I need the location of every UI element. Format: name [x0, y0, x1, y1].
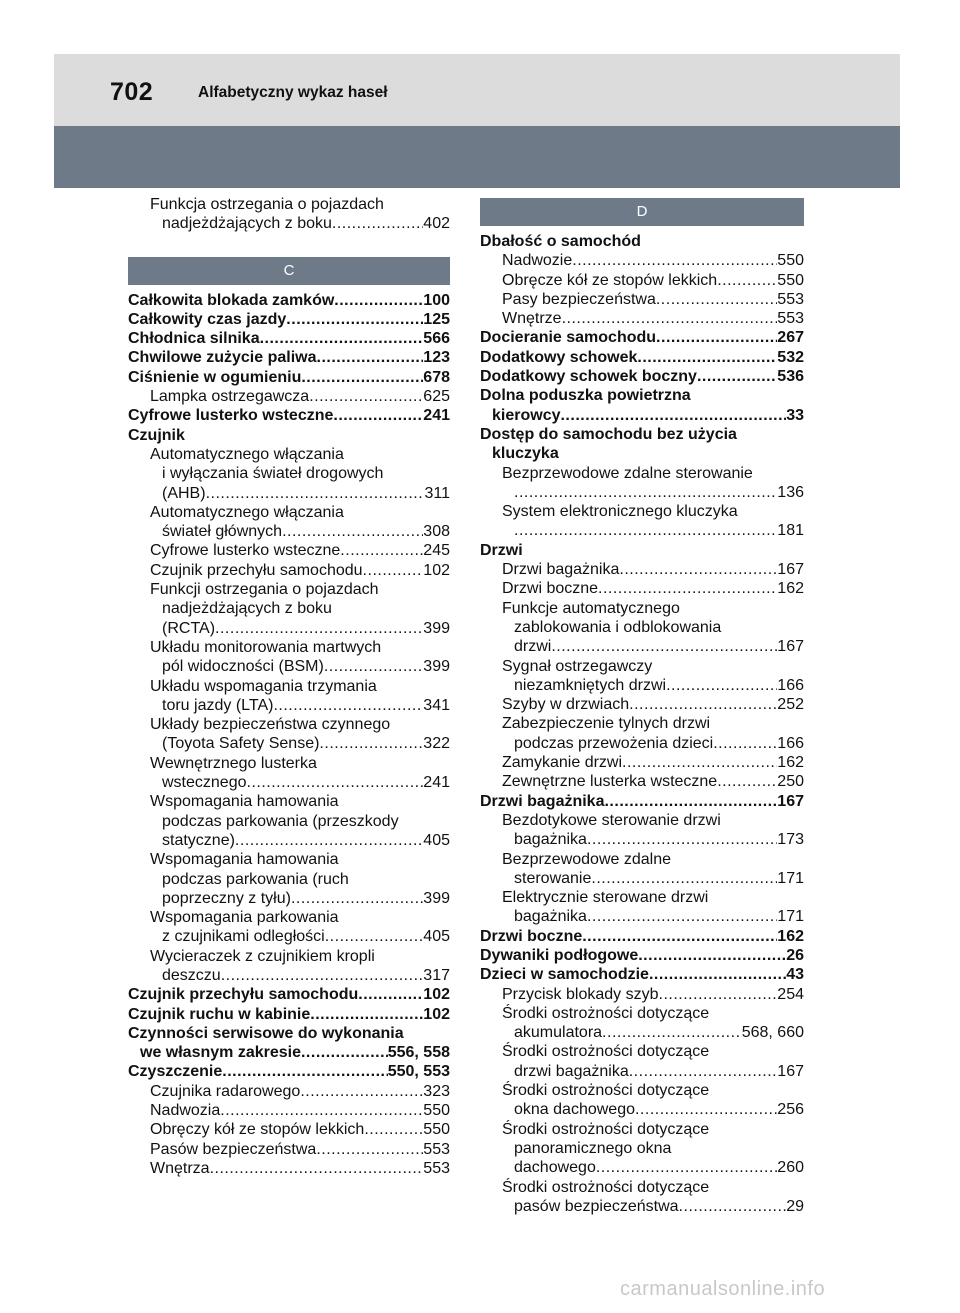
page-reference: 550	[777, 252, 804, 270]
dot-leader	[697, 367, 777, 386]
index-entry	[480, 560, 804, 579]
left-entries	[128, 291, 450, 1179]
dot-leader	[324, 657, 423, 676]
entry-text: wstecznego	[162, 774, 247, 792]
entry-text: Całkowita blokada zamków	[128, 291, 335, 309]
dot-leader	[282, 522, 423, 541]
dot-leader	[514, 521, 777, 540]
dot-leader	[220, 1101, 423, 1120]
index-entry	[128, 1082, 450, 1101]
page-reference: 123	[423, 349, 450, 367]
index-entry	[480, 328, 804, 347]
dot-leader	[291, 889, 423, 908]
index-entry	[480, 464, 804, 503]
index-entry	[128, 580, 450, 638]
page-reference: 167	[777, 638, 804, 656]
index-entry	[128, 561, 450, 580]
index-entry	[480, 792, 804, 811]
entry-text: Wspomagania hamowania	[150, 793, 339, 811]
dot-leader	[364, 1120, 423, 1139]
dot-leader	[629, 1062, 778, 1081]
dot-leader	[679, 1197, 787, 1216]
index-entry	[480, 1042, 804, 1081]
page-reference: 678	[423, 368, 450, 386]
index-entry	[128, 445, 450, 503]
entry-text: Obręcze kół ze stopów lekkich	[502, 271, 718, 289]
index-entry	[128, 291, 450, 310]
dot-leader	[656, 290, 777, 309]
entry-text: Wnętrza	[150, 1159, 210, 1177]
index-entry	[128, 850, 450, 908]
dot-leader	[551, 637, 777, 656]
index-entry	[480, 1004, 804, 1043]
page-reference: 254	[777, 985, 804, 1003]
index-entry	[128, 754, 450, 793]
page-reference: 102	[423, 561, 450, 579]
dot-leader	[638, 946, 786, 965]
index-entry	[128, 1120, 450, 1139]
index-entry	[128, 310, 450, 329]
index-entry	[480, 927, 804, 946]
entry-text: Zewnętrzne lusterka wsteczne	[502, 773, 718, 791]
page-reference: 341	[423, 696, 450, 714]
index-entry	[480, 1178, 804, 1217]
page-reference: 260	[777, 1159, 804, 1177]
index-entry	[480, 888, 804, 927]
dot-leader	[332, 214, 423, 233]
page-reference: 162	[777, 927, 804, 945]
page-reference: 241	[423, 774, 450, 792]
entry-text: dachowego	[514, 1159, 596, 1177]
dot-leader	[210, 1159, 424, 1178]
entry-text: Elektrycznie sterowane drzwi	[502, 889, 709, 907]
entry-text: podczas przewożenia dzieci	[514, 734, 714, 752]
index-entry	[480, 695, 804, 714]
entry-text: Dodatkowy schowek	[480, 348, 638, 366]
dot-leader	[260, 329, 424, 348]
dot-leader	[325, 927, 424, 946]
entry-text: Ciśnienie w ogumieniu	[128, 368, 302, 386]
entry-text: Automatycznego włączania	[150, 445, 344, 463]
entry-text: bagażnika	[514, 831, 587, 849]
dot-leader	[333, 406, 423, 425]
index-column-right	[480, 195, 804, 1216]
page-reference: 181	[777, 522, 804, 540]
page-reference: 162	[777, 754, 804, 772]
index-entry	[480, 290, 804, 309]
entry-text: podczas parkowania (przeszkody	[162, 812, 399, 830]
page-reference: 43	[786, 966, 804, 984]
page-reference: 405	[423, 928, 450, 946]
entry-text: Bezprzewodowe zdalne sterowanie	[502, 464, 753, 482]
page-reference: 167	[777, 1062, 804, 1080]
page-reference: 125	[423, 310, 450, 328]
dot-leader	[598, 579, 777, 598]
entry-text: niezamkniętych drzwi	[514, 676, 667, 694]
page-reference: 553	[423, 1140, 450, 1158]
entry-text: Układu monitorowania martwych	[150, 638, 382, 656]
entry-text: Automatycznego włączania	[150, 503, 344, 521]
index-entry	[480, 657, 804, 696]
section-title: Alfabetyczny wykaz haseł	[198, 84, 388, 101]
page-reference: 399	[423, 619, 450, 637]
page-reference: 166	[777, 676, 804, 694]
entry-text: Czyszczenie	[128, 1063, 223, 1081]
entry-text: Wycieraczek z czujnikiem kropli	[150, 947, 375, 965]
index-entry	[480, 348, 804, 367]
entry-text: Czujnik ruchu w kabinie	[128, 1005, 311, 1023]
page-reference: 173	[777, 831, 804, 849]
page-reference: 308	[423, 523, 450, 541]
entry-text: Chwilowe zużycie paliwa	[128, 349, 317, 367]
entry-text: Drzwi	[480, 541, 523, 559]
entry-text: Układu wspomagania trzymania	[150, 677, 377, 695]
index-entry	[480, 946, 804, 965]
index-entry	[480, 309, 804, 328]
entry-text: nadjeżdżających z boku	[162, 600, 332, 618]
entry-text: Dbałość o samochód	[480, 233, 641, 250]
entry-text: kluczyka	[492, 445, 559, 463]
left-pre-entries	[128, 195, 450, 234]
entry-text: Drzwi bagażnika	[502, 561, 620, 579]
entry-text: statyczne)	[162, 831, 235, 849]
index-entry	[480, 1120, 804, 1178]
entry-text: Drzwi boczne	[480, 927, 583, 945]
index-entry	[128, 1140, 450, 1159]
index-entry	[128, 387, 450, 406]
watermark: carmanualsonline.info	[620, 1278, 826, 1300]
page-reference: 550, 553	[387, 1063, 450, 1081]
entry-text: pasów bezpieczeństwa	[514, 1197, 679, 1215]
dot-leader	[666, 676, 777, 695]
dot-leader	[235, 831, 423, 850]
entry-text: System elektronicznego kluczyka	[502, 503, 738, 521]
page-reference: 241	[423, 407, 450, 425]
entry-text: Bezdotykowe sterowanie drzwi	[502, 811, 721, 829]
dot-leader	[572, 251, 777, 270]
dot-leader	[635, 1100, 777, 1119]
page-reference: 250	[777, 773, 804, 791]
index-entry	[480, 965, 804, 984]
index-entry	[480, 599, 804, 657]
entry-text: Dywaniki podłogowe	[480, 946, 639, 964]
index-entry	[480, 541, 804, 560]
dot-leader	[659, 985, 778, 1004]
entry-text: Czujnik przechyłu samochodu	[128, 986, 359, 1004]
page-reference: 311	[424, 484, 450, 502]
page-reference: 267	[777, 329, 804, 347]
dot-leader	[206, 484, 425, 503]
index-entry	[480, 579, 804, 598]
index-entry	[480, 811, 804, 850]
index-entry	[480, 753, 804, 772]
entry-text: Cyfrowe lusterko wsteczne	[150, 542, 341, 560]
entry-text: Środki ostrożności dotyczące	[502, 1178, 710, 1196]
dot-leader	[340, 541, 423, 560]
index-entry	[128, 985, 450, 1004]
index-entry	[480, 1081, 804, 1120]
index-column-left	[128, 195, 450, 1178]
entry-text: Drzwi bagażnika	[480, 792, 605, 810]
entry-text: Dzieci w samochodzie	[480, 966, 649, 984]
entry-text: Wspomagania hamowania	[150, 851, 339, 869]
index-entry	[480, 251, 804, 270]
entry-text: zablokowania i odblokowania	[514, 618, 722, 636]
index-entry	[128, 908, 450, 947]
entry-text: Sygnał ostrzegawczy	[502, 657, 653, 675]
dot-leader	[358, 985, 423, 1004]
entry-text: Nadwozia	[150, 1102, 221, 1120]
dot-leader	[222, 1062, 387, 1081]
entry-text: Lampka ostrzegawcza	[150, 388, 310, 406]
dot-leader	[247, 773, 424, 792]
dot-leader	[637, 348, 777, 367]
dot-leader	[622, 753, 777, 772]
index-entry	[128, 1024, 450, 1063]
dot-leader	[310, 1005, 423, 1024]
index-entry	[480, 232, 804, 251]
entry-text: Wspomagania parkowania	[150, 909, 339, 927]
page-reference: 171	[777, 908, 804, 926]
dot-leader	[317, 348, 424, 367]
entry-text: toru jazdy (LTA)	[162, 696, 274, 714]
entry-text: Środki ostrożności dotyczące	[502, 1004, 710, 1022]
entry-text: Czujnik	[128, 426, 185, 444]
page-reference: 323	[423, 1082, 450, 1100]
index-entry	[128, 715, 450, 754]
dot-leader	[587, 907, 777, 926]
index-entry	[128, 195, 450, 234]
page-reference: 100	[423, 291, 450, 309]
entry-text: Przycisk blokady szyb	[502, 985, 659, 1003]
entry-text: Pasy bezpieczeństwa	[502, 290, 656, 308]
entry-text: Pasów bezpieczeństwa	[150, 1140, 317, 1158]
dot-leader	[602, 1023, 742, 1042]
entry-text: kierowcy	[492, 406, 561, 424]
page-reference: 553	[423, 1159, 450, 1177]
page-reference: 566	[423, 330, 450, 348]
dot-leader	[301, 1043, 388, 1062]
dot-leader	[363, 561, 424, 580]
page-reference: 322	[423, 735, 450, 753]
entry-text: Środki ostrożności dotyczące	[502, 1082, 710, 1100]
page-reference: 102	[423, 1005, 450, 1023]
entry-text: Środki ostrożności dotyczące	[502, 1043, 710, 1061]
entry-text: Zamykanie drzwi	[502, 754, 623, 772]
entry-text: Całkowity czas jazdy	[128, 310, 287, 328]
entry-text: panoramicznego okna	[514, 1139, 672, 1157]
entry-text: Funkcja ostrzegania o pojazdach	[150, 196, 384, 213]
entry-text: Funkcji ostrzegania o pojazdach	[150, 581, 379, 599]
dot-leader	[560, 406, 786, 425]
right-entries	[480, 232, 804, 1216]
index-entry	[128, 348, 450, 367]
entry-text: Docieranie samochodu	[480, 329, 657, 347]
page-reference: 550	[423, 1121, 450, 1139]
page-reference: 256	[777, 1101, 804, 1119]
header-band	[54, 126, 900, 188]
dot-leader	[717, 271, 777, 290]
page-reference: 556, 558	[387, 1044, 450, 1062]
page-reference: 29	[786, 1197, 804, 1215]
page-number: 702	[110, 78, 154, 106]
page-reference: 550	[423, 1102, 450, 1120]
entry-text: akumulatora	[514, 1024, 603, 1042]
index-entry	[128, 638, 450, 677]
dot-leader	[514, 483, 777, 502]
page-reference: 536	[777, 368, 804, 386]
page-reference: 550	[777, 271, 804, 289]
entry-text: Dostęp do samochodu bez użycia	[480, 425, 737, 443]
index-entry	[480, 386, 804, 425]
dot-leader	[215, 619, 423, 638]
entry-text: Czynności serwisowe do wykonania	[128, 1024, 404, 1042]
entry-text: Dolna poduszka powietrzna	[480, 387, 691, 405]
dot-leader	[713, 734, 777, 753]
dot-leader	[334, 291, 423, 310]
entry-text: Obręczy kół ze stopów lekkich	[150, 1121, 365, 1139]
index-entry	[128, 1159, 450, 1178]
page-reference: 399	[423, 889, 450, 907]
page-reference: 568, 660	[741, 1024, 804, 1042]
page-reference: 33	[786, 406, 804, 424]
dot-leader	[301, 368, 423, 387]
entry-text: (Toyota Safety Sense)	[162, 735, 320, 753]
entry-text: nadjeżdżających z boku	[162, 215, 332, 233]
index-entry	[128, 503, 450, 542]
dot-leader	[316, 1140, 423, 1159]
dot-leader	[619, 560, 777, 579]
entry-text: we własnym zakresie	[140, 1044, 301, 1062]
entry-text: z czujnikami odległości	[162, 928, 325, 946]
index-entry	[480, 502, 804, 541]
entry-text: Zabezpieczenie tylnych drzwi	[502, 715, 711, 733]
dot-leader	[717, 772, 777, 791]
dot-leader	[582, 927, 777, 946]
dot-leader	[656, 328, 777, 347]
entry-text: sterowanie	[514, 869, 592, 887]
index-entry	[480, 714, 804, 753]
dot-leader	[596, 1158, 777, 1177]
dot-leader	[221, 966, 424, 985]
page-reference: 402	[423, 215, 450, 233]
index-entry	[480, 850, 804, 889]
entry-text: drzwi	[514, 638, 552, 656]
page-reference: 167	[777, 561, 804, 579]
dot-leader	[629, 695, 777, 714]
page-reference: 252	[777, 696, 804, 714]
entry-text: Wewnętrznego lusterka	[150, 754, 317, 772]
page-reference: 317	[423, 966, 450, 984]
entry-text: Drzwi boczne	[502, 580, 599, 598]
section-letter-bar-c: C	[128, 257, 450, 285]
index-entry	[128, 329, 450, 348]
page-reference: 166	[777, 734, 804, 752]
index-entry	[480, 425, 804, 464]
entry-text: Nadwozie	[502, 252, 573, 270]
entry-text: podczas parkowania (ruch	[162, 870, 349, 888]
index-entry	[128, 368, 450, 387]
entry-text: Cyfrowe lusterko wsteczne	[128, 407, 334, 425]
entry-text: Czujnik przechyłu samochodu	[150, 561, 363, 579]
entry-text: pól widoczności (BSM)	[162, 658, 324, 676]
index-entry	[128, 947, 450, 986]
entry-text: bagażnika	[514, 908, 587, 926]
page-reference: 553	[777, 310, 804, 328]
entry-text: poprzeczny z tyłu)	[162, 889, 291, 907]
page-reference: 532	[777, 348, 804, 366]
entry-text: Bezprzewodowe zdalne	[502, 850, 671, 868]
index-entry	[128, 1005, 450, 1024]
index-entry	[128, 792, 450, 850]
page-reference: 553	[777, 290, 804, 308]
page-reference: 399	[423, 658, 450, 676]
page-reference: 405	[423, 831, 450, 849]
entry-text: Czujnika radarowego	[150, 1082, 301, 1100]
section-letter-bar-d: D	[480, 198, 804, 226]
index-entry	[128, 406, 450, 425]
index-entry	[128, 1062, 450, 1081]
header-top-bar	[54, 54, 900, 126]
dot-leader	[587, 830, 777, 849]
dot-leader	[273, 696, 423, 715]
index-entry	[480, 772, 804, 791]
dot-leader	[591, 869, 777, 888]
index-entry	[128, 541, 450, 560]
index-entry	[480, 367, 804, 386]
index-entry	[480, 271, 804, 290]
dot-leader	[309, 387, 423, 406]
entry-text: drzwi bagażnika	[514, 1062, 629, 1080]
dot-leader	[300, 1082, 423, 1101]
entry-text: okna dachowego	[514, 1101, 635, 1119]
dot-leader	[604, 792, 777, 811]
index-entry	[128, 426, 450, 445]
dot-leader	[649, 965, 786, 984]
entry-text: Wnętrze	[502, 310, 562, 328]
index-entry	[128, 1101, 450, 1120]
dot-leader	[562, 309, 778, 328]
entry-text: Chłodnica silnika	[128, 330, 260, 348]
page-reference: 162	[777, 580, 804, 598]
index-entry	[480, 985, 804, 1004]
entry-text: Środki ostrożności dotyczące	[502, 1120, 710, 1138]
page-reference: 625	[423, 388, 450, 406]
entry-text: deszczu	[162, 966, 221, 984]
page-reference: 26	[786, 946, 804, 964]
entry-text: (AHB)	[162, 484, 206, 502]
entry-text: Szyby w drzwiach	[502, 696, 630, 714]
entry-text: (RCTA)	[162, 619, 216, 637]
page-reference: 245	[423, 542, 450, 560]
page-reference: 136	[777, 483, 804, 501]
entry-text: i wyłączania świateł drogowych	[162, 465, 384, 483]
index-entry	[128, 677, 450, 716]
entry-text: Układy bezpieczeństwa czynnego	[150, 716, 391, 734]
dot-leader	[286, 310, 423, 329]
page-reference: 171	[777, 869, 804, 887]
entry-text: Funkcje automatycznego	[502, 599, 680, 617]
page-reference: 167	[777, 792, 804, 810]
page-reference: 102	[423, 986, 450, 1004]
dot-leader	[319, 734, 423, 753]
entry-text: świateł głównych	[162, 523, 283, 541]
entry-text: Dodatkowy schowek boczny	[480, 368, 697, 386]
